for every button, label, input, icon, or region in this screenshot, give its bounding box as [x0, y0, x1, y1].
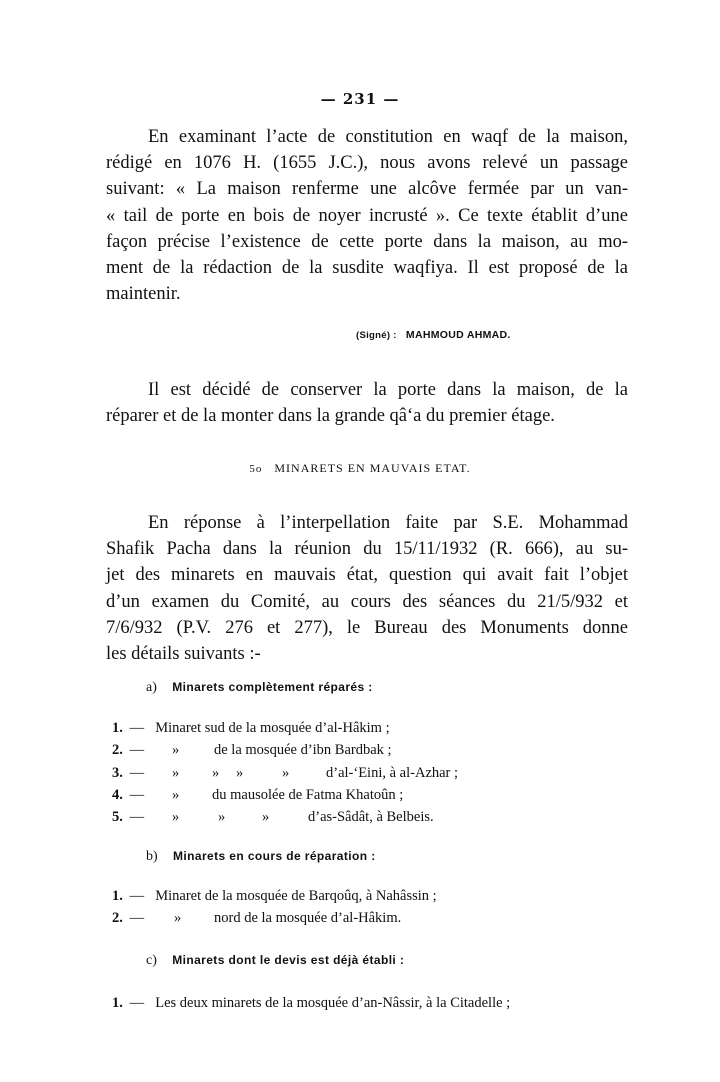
list-item [112, 907, 437, 929]
item-text: Minaret de la mosquée de Barqoûq, à Nahâssin ; [155, 888, 437, 904]
subsection-title: Minarets complètement réparés : [172, 680, 373, 694]
item-dash: — [129, 995, 145, 1011]
section-title-text: MINARETS EN MAUVAIS ETAT. [274, 461, 471, 475]
item-number: 5. [112, 809, 123, 826]
item-number: 3. [112, 764, 123, 781]
subsection-title: Minarets en cours de réparation : [173, 849, 376, 863]
item-dash: — [129, 809, 145, 826]
list-item [112, 717, 390, 739]
item-text: d’as-Sâdât, à Belbeis. [308, 809, 434, 826]
ditto-mark: » [236, 764, 244, 781]
signature-label: (Signé) : [356, 330, 397, 341]
subsection-heading-b [146, 849, 376, 865]
text-line: les détails suivants :- [106, 644, 261, 665]
ditto-mark: » [174, 910, 182, 927]
list-completed-minarets [112, 717, 459, 828]
item-dash: — [129, 764, 145, 781]
ditto-mark: » [172, 764, 180, 781]
text-line: 7/6/932 (P.V. 276 et 277), le Bureau des Monuments donne [106, 617, 628, 638]
text-line: d’un examen du Comité, au cours des séances du 21/5/932 et [106, 591, 628, 612]
item-dash: — [129, 786, 145, 803]
paragraph-decision [106, 377, 628, 429]
subsection-title: Minarets dont le devis est déjà établi : [172, 953, 405, 967]
text-line: En réponse à l’interpellation faite par S.E. Mohammad [148, 513, 628, 533]
item-text: d’al-‘Eini, à al-Azhar ; [326, 764, 459, 781]
ditto-mark: » [218, 809, 226, 826]
list-item [112, 885, 437, 907]
paragraph-minarets-intro [106, 510, 628, 667]
ditto-mark: » [212, 764, 220, 781]
signature-name: MAHMOUD AHMAD. [405, 329, 511, 341]
text-line: façon précise l’existence de cette porte dans la maison, au mo- [106, 231, 628, 252]
item-text: Minaret sud de la mosquée d’al-Hâkim ; [155, 720, 390, 736]
text-line: Shafik Pacha dans la réunion du 15/11/1932 (R. 666), au su- [106, 539, 628, 560]
item-dash: — [129, 888, 145, 904]
item-dash: — [129, 910, 145, 927]
section-number: 5o [249, 463, 263, 475]
text-line: « tail de porte en bois de noyer incrusté ». Ce texte établit d’une [106, 205, 628, 226]
subsection-heading-c [146, 953, 404, 969]
list-item [112, 806, 434, 828]
item-text: du mausolée de Fatma Khatoûn ; [212, 786, 404, 803]
text-line: suivant: « La maison renferme une alcôve fermée par un van- [106, 179, 628, 200]
text-line: réparer et de la monter dans la grande qâ‘a du premier étage. [106, 406, 555, 427]
item-dash: — [129, 720, 145, 736]
page-number: — 231 — [320, 90, 400, 108]
item-dash: — [129, 742, 145, 759]
item-number: 2. [112, 910, 123, 927]
section-heading [0, 461, 720, 476]
item-number: 2. [112, 742, 123, 759]
text-line: En examinant l’acte de constitution en waqf de la maison, [148, 127, 628, 147]
list-minarets-estimate-ready [112, 992, 510, 1014]
item-text: Les deux minarets de la mosquée d’an-Nâssir, à la Citadelle ; [155, 995, 511, 1011]
subsection-letter: a) [146, 680, 157, 695]
signature [356, 329, 511, 341]
list-item [112, 762, 459, 784]
ditto-mark: » [172, 786, 180, 803]
text-line: Il est décidé de conserver la porte dans la maison, de la [148, 380, 628, 400]
item-number: 1. [112, 888, 123, 904]
ditto-mark: » [282, 764, 290, 781]
text-line: rédigé en 1076 H. (1655 J.C.), nous avons relevé un passage [106, 153, 628, 174]
item-text: de la mosquée d’ibn Bardbak ; [214, 742, 392, 759]
list-item [112, 784, 404, 806]
list-item [112, 739, 390, 761]
text-line: maintenir. [106, 284, 181, 305]
item-number: 1. [112, 995, 123, 1011]
text-line: jet des minarets en mauvais état, question qui avait fait l’objet [106, 565, 628, 586]
list-item [112, 992, 510, 1014]
ditto-mark: » [262, 809, 270, 826]
paragraph-waqf-deed [106, 124, 628, 307]
subsection-heading-a [146, 680, 373, 696]
subsection-letter: c) [146, 953, 157, 968]
item-number: 1. [112, 720, 123, 736]
list-minarets-under-repair [112, 885, 437, 930]
item-number: 4. [112, 786, 123, 803]
item-text: nord de la mosquée d’al-Hâkim. [214, 910, 402, 927]
ditto-mark: » [172, 742, 180, 759]
ditto-mark: » [172, 809, 180, 826]
text-line: ment de la rédaction de la susdite waqfiya. Il est proposé de la [106, 258, 628, 279]
subsection-letter: b) [146, 849, 158, 864]
